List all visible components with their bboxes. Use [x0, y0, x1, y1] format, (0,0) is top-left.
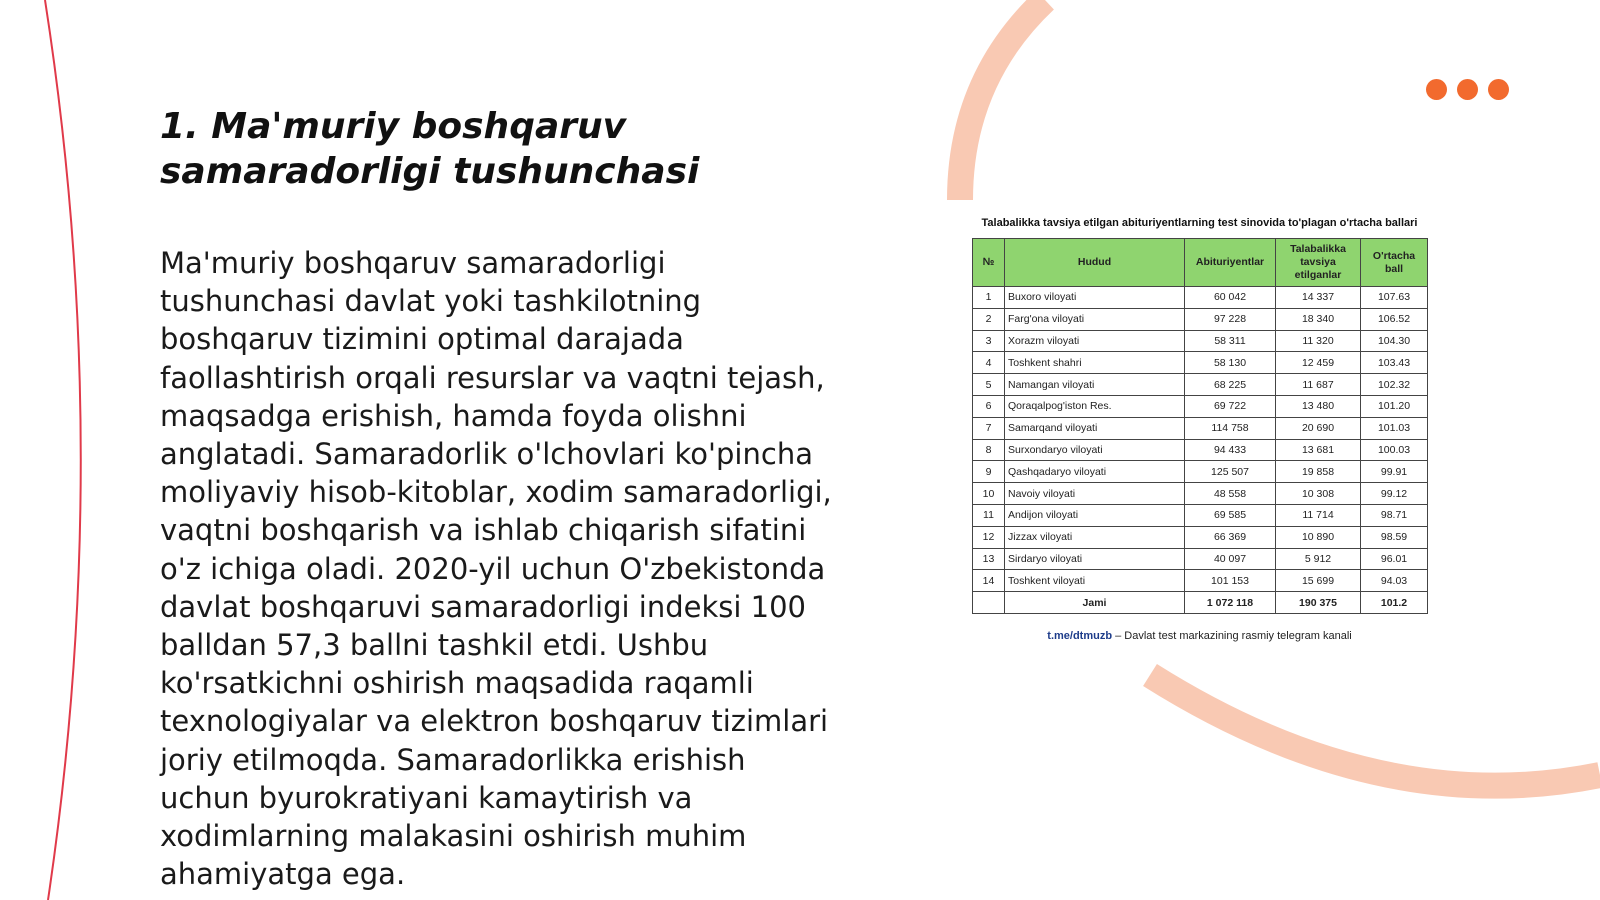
cell-region: Xorazm viloyati: [1005, 330, 1185, 352]
table-total-row: [973, 592, 1428, 614]
table-row: [973, 526, 1428, 548]
dot-icon: [1488, 79, 1509, 100]
cell-number: 8: [973, 439, 1005, 461]
total-cell-region: Jami: [1005, 592, 1185, 614]
table-row: [973, 548, 1428, 570]
source-description: – Davlat test markazining rasmiy telegram kanali: [1112, 629, 1352, 642]
cell-recommended: 10 308: [1276, 483, 1361, 505]
cell-number: 11: [973, 504, 1005, 526]
total-cell-average-score: 101.2: [1361, 592, 1428, 614]
cell-number: 5: [973, 374, 1005, 396]
cell-recommended: 13 681: [1276, 439, 1361, 461]
cell-region: Buxoro viloyati: [1005, 287, 1185, 309]
cell-applicants: 69 585: [1185, 504, 1276, 526]
table-row: [973, 570, 1428, 592]
cell-number: 13: [973, 548, 1005, 570]
total-cell-applicants: 1 072 118: [1185, 592, 1276, 614]
cell-region: Qashqadaryo viloyati: [1005, 461, 1185, 483]
cell-applicants: 97 228: [1185, 308, 1276, 330]
cell-region: Qoraqalpog'iston Res.: [1005, 395, 1185, 417]
total-cell-number: [973, 592, 1005, 614]
cell-average-score: 101.20: [1361, 395, 1428, 417]
table-row: [973, 461, 1428, 483]
cell-applicants: 101 153: [1185, 570, 1276, 592]
cell-average-score: 104.30: [1361, 330, 1428, 352]
cell-average-score: 99.91: [1361, 461, 1428, 483]
cell-applicants: 114 758: [1185, 417, 1276, 439]
header-recommended: Talabalikka tavsiya etilganlar: [1276, 239, 1361, 287]
cell-number: 1: [973, 287, 1005, 309]
cell-average-score: 94.03: [1361, 570, 1428, 592]
cell-average-score: 99.12: [1361, 483, 1428, 505]
cell-recommended: 20 690: [1276, 417, 1361, 439]
table-row: [973, 504, 1428, 526]
table-row: [973, 374, 1428, 396]
cell-region: Toshkent shahri: [1005, 352, 1185, 374]
cell-recommended: 19 858: [1276, 461, 1361, 483]
slide-title: 1. Ma'muriy boshqaruv samaradorligi tushunchasi: [160, 106, 700, 192]
cell-recommended: 15 699: [1276, 570, 1361, 592]
table-header-row: [973, 239, 1428, 287]
cell-recommended: 11 687: [1276, 374, 1361, 396]
table-row: [973, 483, 1428, 505]
cell-region: Namangan viloyati: [1005, 374, 1185, 396]
cell-applicants: 40 097: [1185, 548, 1276, 570]
cell-number: 7: [973, 417, 1005, 439]
cell-recommended: 11 320: [1276, 330, 1361, 352]
cell-average-score: 106.52: [1361, 308, 1428, 330]
table-row: [973, 330, 1428, 352]
cell-number: 10: [973, 483, 1005, 505]
table-row: [973, 287, 1428, 309]
cell-number: 6: [973, 395, 1005, 417]
cell-applicants: 94 433: [1185, 439, 1276, 461]
cell-number: 2: [973, 308, 1005, 330]
cell-average-score: 107.63: [1361, 287, 1428, 309]
cell-applicants: 69 722: [1185, 395, 1276, 417]
cell-recommended: 18 340: [1276, 308, 1361, 330]
cell-average-score: 96.01: [1361, 548, 1428, 570]
cell-number: 9: [973, 461, 1005, 483]
header-number: №: [973, 239, 1005, 287]
cell-recommended: 13 480: [1276, 395, 1361, 417]
slide-body-text: Ma'muriy boshqaruv samaradorligi tushunchasi davlat yoki tashkilotning boshqaruv tizimini optimal darajada faollashtirish orqali resurslar va vaqtni tejash, maqsadga erishish, hamda foyda olishni anglatadi. Samaradorlik o'lchovlari ko'pincha moliyaviy hisob-kitoblar, xodim samaradorligi, vaqtni boshqarish va ishlab chiqarish sifatini o'z ichiga oladi. 2020-yil uchun O'zbekistonda davlat boshqaruvi samaradorligi indeksi 100 balldan 57,3 ballni tashkil etdi. Ushbu ko'rsatkichni oshirish maqsadida raqamli texnologiyalar va elektron boshqaruv tizimlari joriy etilmoqda. Samaradorlikka erishish uchun byurokratiyani kamaytirish va xodimlarning malakasini oshirish muhim ahamiyatga ega.: [160, 246, 832, 892]
cell-average-score: 103.43: [1361, 352, 1428, 374]
cell-applicants: 68 225: [1185, 374, 1276, 396]
cell-recommended: 12 459: [1276, 352, 1361, 374]
cell-average-score: 98.59: [1361, 526, 1428, 548]
cell-recommended: 11 714: [1276, 504, 1361, 526]
cell-number: 4: [973, 352, 1005, 374]
header-applicants: Abituriyentlar: [1185, 239, 1276, 287]
cell-applicants: 66 369: [1185, 526, 1276, 548]
table-row: [973, 352, 1428, 374]
cell-region: Andijon viloyati: [1005, 504, 1185, 526]
cell-region: Sirdaryo viloyati: [1005, 548, 1185, 570]
table-row: [973, 308, 1428, 330]
cell-region: Samarqand viloyati: [1005, 417, 1185, 439]
table-row: [973, 439, 1428, 461]
header-region: Hudud: [1005, 239, 1185, 287]
cell-applicants: 58 311: [1185, 330, 1276, 352]
dot-icon: [1426, 79, 1447, 100]
cell-region: Farg'ona viloyati: [1005, 308, 1185, 330]
cell-recommended: 14 337: [1276, 287, 1361, 309]
slide-dots: [1426, 79, 1509, 100]
cell-average-score: 101.03: [1361, 417, 1428, 439]
cell-region: Jizzax viloyati: [1005, 526, 1185, 548]
cell-region: Toshkent viloyati: [1005, 570, 1185, 592]
cell-recommended: 10 890: [1276, 526, 1361, 548]
table-caption: Talabalikka tavsiya etilgan abituriyentlarning test sinovida to'plagan o'rtacha ballari: [981, 217, 1418, 229]
dot-icon: [1457, 79, 1478, 100]
cell-number: 3: [973, 330, 1005, 352]
table-body: [973, 287, 1428, 614]
telegram-link[interactable]: t.me/dtmuzb: [1047, 629, 1113, 642]
cell-average-score: 100.03: [1361, 439, 1428, 461]
results-table: [972, 238, 1428, 614]
cell-average-score: 102.32: [1361, 374, 1428, 396]
table-source: [972, 630, 1427, 642]
cell-number: 14: [973, 570, 1005, 592]
bottom-arc: [1150, 675, 1600, 786]
cell-applicants: 125 507: [1185, 461, 1276, 483]
cell-recommended: 5 912: [1276, 548, 1361, 570]
header-average-score: O'rtacha ball: [1361, 239, 1428, 287]
cell-average-score: 98.71: [1361, 504, 1428, 526]
top-arc: [960, 0, 1045, 200]
cell-number: 12: [973, 526, 1005, 548]
total-cell-recommended: 190 375: [1276, 592, 1361, 614]
table-row: [973, 395, 1428, 417]
table-row: [973, 417, 1428, 439]
cell-applicants: 48 558: [1185, 483, 1276, 505]
results-table-figure: [972, 216, 1427, 642]
left-accent-line: [45, 0, 81, 900]
cell-applicants: 58 130: [1185, 352, 1276, 374]
cell-applicants: 60 042: [1185, 287, 1276, 309]
cell-region: Surxondaryo viloyati: [1005, 439, 1185, 461]
cell-region: Navoiy viloyati: [1005, 483, 1185, 505]
